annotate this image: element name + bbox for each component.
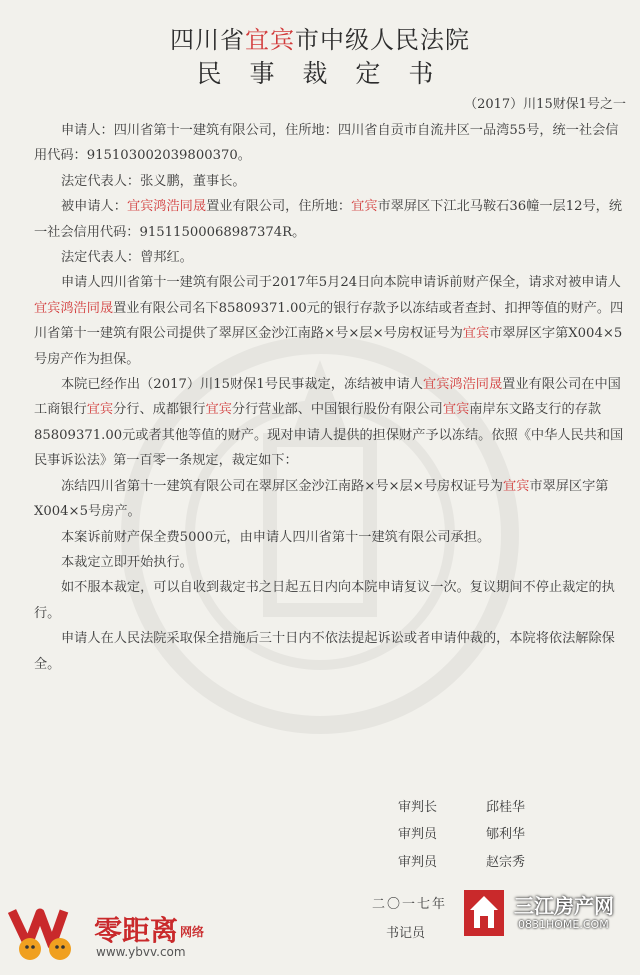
highlighted-name: 宜宾 xyxy=(351,199,378,215)
sig-name-judge-1: 郇利华 xyxy=(486,827,526,842)
house-icon xyxy=(462,888,506,938)
paragraph xyxy=(34,169,624,194)
paragraph-text: 本案诉前财产保全费5000元，由申请人四川省第十一建筑有限公司承担。 xyxy=(61,529,491,545)
ybvv-url: www.ybvv.com xyxy=(96,945,186,959)
paragraph-text: 冻结四川省第十一建筑有限公司在翠屏区金沙江南路×号×层×号房权证号为 xyxy=(61,478,503,494)
paragraph-text: 申请人四川省第十一建筑有限公司于2017年5月24日向本院申请诉前财产保全，请求对被申请人 xyxy=(61,275,621,291)
highlighted-name: 宜宾鸿浩同晟 xyxy=(34,300,114,316)
sanjiang-logo xyxy=(462,888,632,940)
paragraph-text: 法定代表人：曾邦红。 xyxy=(61,250,193,266)
verdict-body xyxy=(34,118,624,677)
paragraph-text: 置业有限公司在中国工商银行 xyxy=(34,377,621,418)
ybvv-brand: 零距离 网络 xyxy=(94,914,205,947)
verdict-date: 二〇一七年 xyxy=(372,897,448,912)
paragraph-text: 市翠屏区字第X004×5号房产。 xyxy=(34,478,609,520)
paragraph-text: 申请人：四川省第十一建筑有限公司，住所地：四川省自贡市自流井区一品湾55号，统一社会信用代码：915103002039800370。 xyxy=(34,123,619,164)
highlighted-name: 宜宾鸿浩同晟 xyxy=(126,199,207,215)
paragraph xyxy=(34,245,624,270)
highlighted-name: 宜宾鸿浩同晟 xyxy=(423,377,503,393)
sig-role-chief: 审判长 xyxy=(398,800,438,815)
sanjiang-brand: 三江房产网 xyxy=(514,894,614,918)
paragraph-text: 本裁定立即开始执行。 xyxy=(61,554,193,570)
paragraph xyxy=(34,118,624,169)
highlighted-name: 宜宾 xyxy=(205,402,232,418)
highlighted-name: 宜宾 xyxy=(442,402,470,418)
paragraph-text: 申请人在人民法院采取保全措施后三十日内不依法提起诉讼或者申请仲裁的，本院将依法解除保全。 xyxy=(34,631,615,672)
sig-name-chief: 邱桂华 xyxy=(486,800,526,815)
document-type: 民 事 裁 定 书 xyxy=(196,59,444,88)
sig-role-judge-2: 审判员 xyxy=(398,855,438,870)
sig-name-judge-2: 赵宗秀 xyxy=(486,855,526,870)
paragraph-text: 南岸东文路支行的存款85809371.00元或者其他等值的财产。现对申请人提供的担保财产予以冻结。依照《中华人民共和国民事诉讼法》第一百零一条规定，裁定如下： xyxy=(34,402,624,469)
clerk-role: 书记员 xyxy=(386,926,426,941)
paragraph xyxy=(34,525,624,550)
paragraph xyxy=(34,270,624,372)
paragraph-text: 市翠屏区下江北马鞍石36幢一层12号，统一社会信用代码：91511500068987374R。 xyxy=(34,199,623,240)
paragraph-text: 本院已经作出（2017）川15财保1号民事裁定，冻结被申请人 xyxy=(61,377,424,393)
paragraph xyxy=(34,575,624,626)
paragraph-text: 法定代表人：张义鹏，董事长。 xyxy=(61,173,246,189)
paragraph-text: 被申请人： xyxy=(61,199,127,215)
court-name: 四川省宜宾市中级人民法院 xyxy=(170,26,470,54)
highlighted-name: 宜宾 xyxy=(462,326,490,342)
case-number: （2017）川15财保1号之一 xyxy=(464,97,626,112)
highlighted-name: 宜宾 xyxy=(86,402,114,418)
paragraph xyxy=(34,474,624,525)
paragraph xyxy=(34,550,624,575)
sig-role-judge-1: 审判员 xyxy=(398,827,438,842)
sanjiang-url: 0831HOME.COM xyxy=(518,918,609,931)
paragraph-text: 市翠屏区字第X004×5号房产作为担保。 xyxy=(34,326,623,367)
paragraph xyxy=(34,372,624,474)
paragraph xyxy=(34,626,624,677)
paragraph-text: 置业有限公司，住所地： xyxy=(206,199,352,215)
paragraph-text: 分行营业部、中国银行股份有限公司 xyxy=(231,402,443,418)
highlighted-name: 宜宾 xyxy=(502,478,530,494)
paragraph-text: 分行、成都银行 xyxy=(113,402,206,418)
paragraph-text: 如不服本裁定，可以自收到裁定书之日起五日内向本院申请复议一次。复议期间不停止裁定的执行。 xyxy=(34,580,615,621)
ybvv-mascot-icon xyxy=(8,905,86,963)
paragraph xyxy=(34,194,624,245)
paragraph-text: 置业有限公司名下85809371.00元的银行存款予以冻结或者查封、扣押等值的财产。四川省第十一建筑有限公司提供了翠屏区金沙江南路×号×层×号房权证号为 xyxy=(34,300,624,342)
